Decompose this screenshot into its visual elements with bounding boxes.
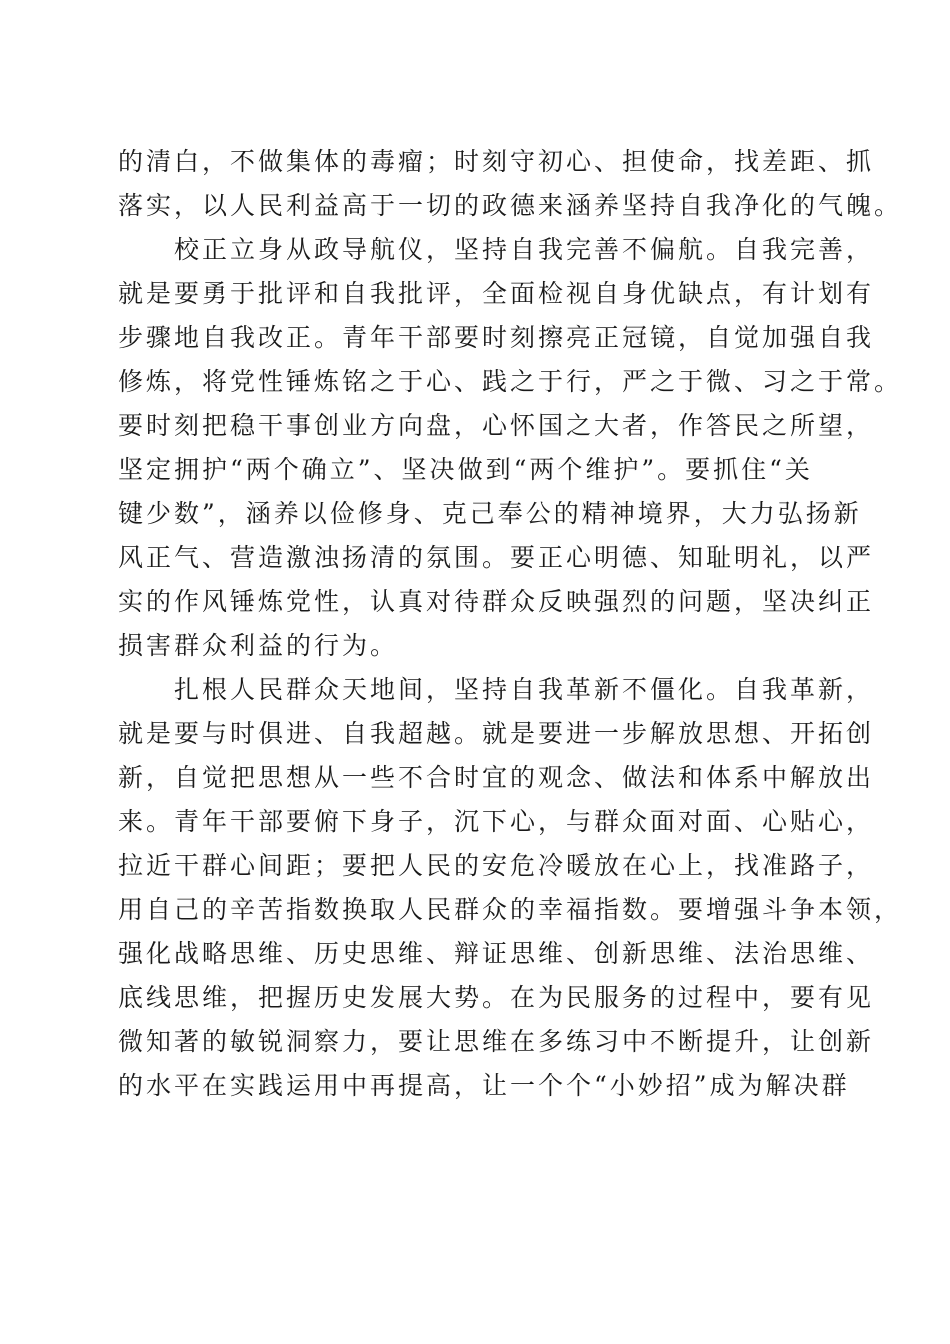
text-line: 新，自觉把思想从一些不合时宜的观念、做法和体系中解放出 bbox=[118, 763, 875, 792]
text-line: 要时刻把稳干事创业方向盘，心怀国之大者，作答民之所望， bbox=[118, 411, 875, 440]
text-line: 步骤地自我改正。青年干部要时刻擦亮正冠镜，自觉加强自我 bbox=[118, 323, 875, 352]
text-line: 来。青年干部要俯下身子，沉下心，与群众面对面、心贴心， bbox=[118, 807, 875, 836]
text-line: 用自己的辛苦指数换取人民群众的幸福指数。要增强斗争本领， bbox=[118, 895, 903, 924]
paragraph-start-line: 校正立身从政导航仪，坚持自我完善不偏航。自我完善， bbox=[174, 235, 875, 264]
text-line: 微知著的敏锐洞察力，要让思维在多练习中不断提升，让创新 bbox=[118, 1027, 875, 1056]
text-line: 强化战略思维、历史思维、辩证思维、创新思维、法治思维、 bbox=[118, 939, 875, 968]
text-line: 底线思维，把握历史发展大势。在为民服务的过程中，要有见 bbox=[118, 983, 875, 1012]
text-line: 坚定拥护“两个确立”、坚决做到“两个维护”。要抓住“关 bbox=[118, 455, 813, 484]
text-line: 落实，以人民利益高于一切的政德来涵养坚持自我净化的气魄。 bbox=[118, 191, 903, 220]
text-line: 的水平在实践运用中再提高，让一个个“小妙招”成为解决群 bbox=[118, 1071, 850, 1100]
text-line: 损害群众利益的行为。 bbox=[118, 631, 399, 660]
text-line: 的清白，不做集体的毒瘤；时刻守初心、担使命，找差距、抓 bbox=[118, 147, 875, 176]
text-line: 拉近干群心间距；要把人民的安危冷暖放在心上，找准路子， bbox=[118, 851, 875, 880]
text-line: 就是要与时俱进、自我超越。就是要进一步解放思想、开拓创 bbox=[118, 719, 875, 748]
body-text bbox=[118, 140, 903, 1108]
text-line: 修炼，将党性锤炼铭之于心、践之于行，严之于微、习之于常。 bbox=[118, 367, 903, 396]
paragraph-start-line: 扎根人民群众天地间，坚持自我革新不僵化。自我革新， bbox=[174, 675, 875, 704]
text-line: 风正气、营造激浊扬清的氛围。要正心明德、知耻明礼，以严 bbox=[118, 543, 875, 572]
text-line: 就是要勇于批评和自我批评，全面检视自身优缺点，有计划有 bbox=[118, 279, 875, 308]
text-line: 键少数”，涵养以俭修身、克己奉公的精神境界，大力弘扬新 bbox=[118, 499, 862, 528]
text-line: 实的作风锤炼党性，认真对待群众反映强烈的问题，坚决纠正 bbox=[118, 587, 875, 616]
